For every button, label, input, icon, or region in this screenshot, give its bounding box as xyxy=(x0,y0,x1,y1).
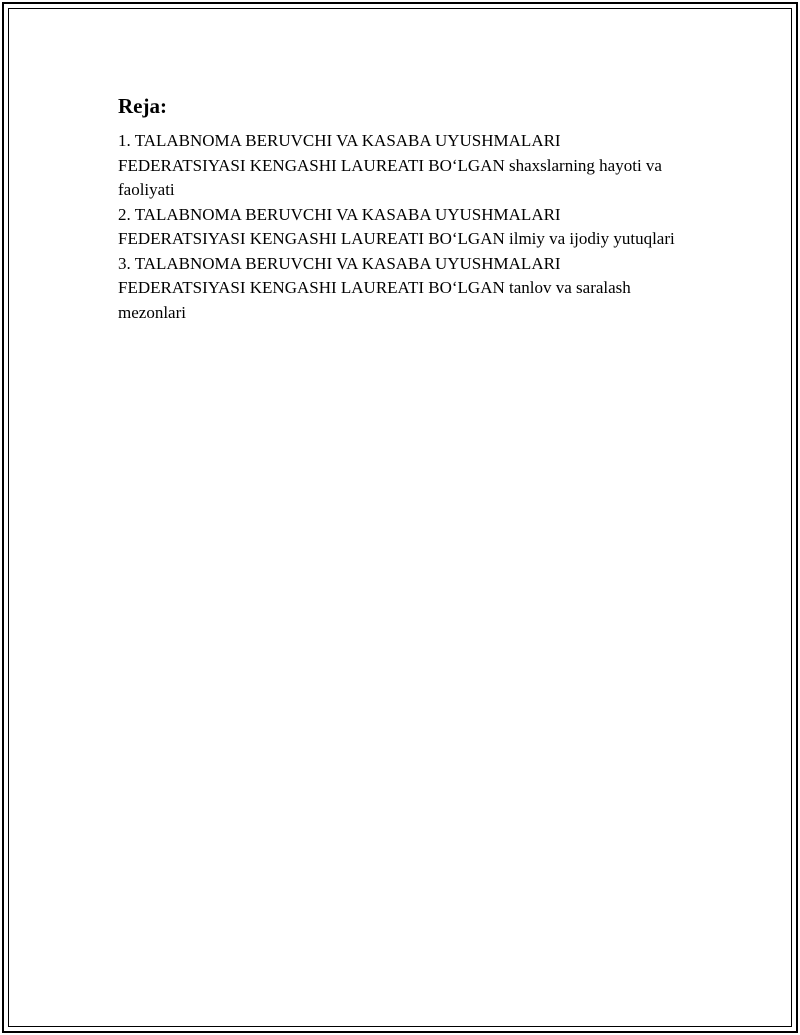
plan-item-2: 2. TALABNOMA BERUVCHI VA KASABA UYUSHMALARI FEDERATSIYASI KENGASHI LAUREATI BO‘LGAN ilmiy va ijodiy yutuqlari xyxy=(118,204,675,248)
plan-list xyxy=(118,129,688,325)
plan-item-3: 3. TALABNOMA BERUVCHI VA KASABA UYUSHMALARI FEDERATSIYASI KENGASHI LAUREATI BO‘LGAN tanlov va saralash mezonlari xyxy=(118,253,631,322)
plan-heading: Reja: xyxy=(118,94,167,118)
document-content xyxy=(118,93,688,325)
plan-item-1: 1. TALABNOMA BERUVCHI VA KASABA UYUSHMALARI FEDERATSIYASI KENGASHI LAUREATI BO‘LGAN shaxslarning hayoti va faoliyati xyxy=(118,131,662,199)
